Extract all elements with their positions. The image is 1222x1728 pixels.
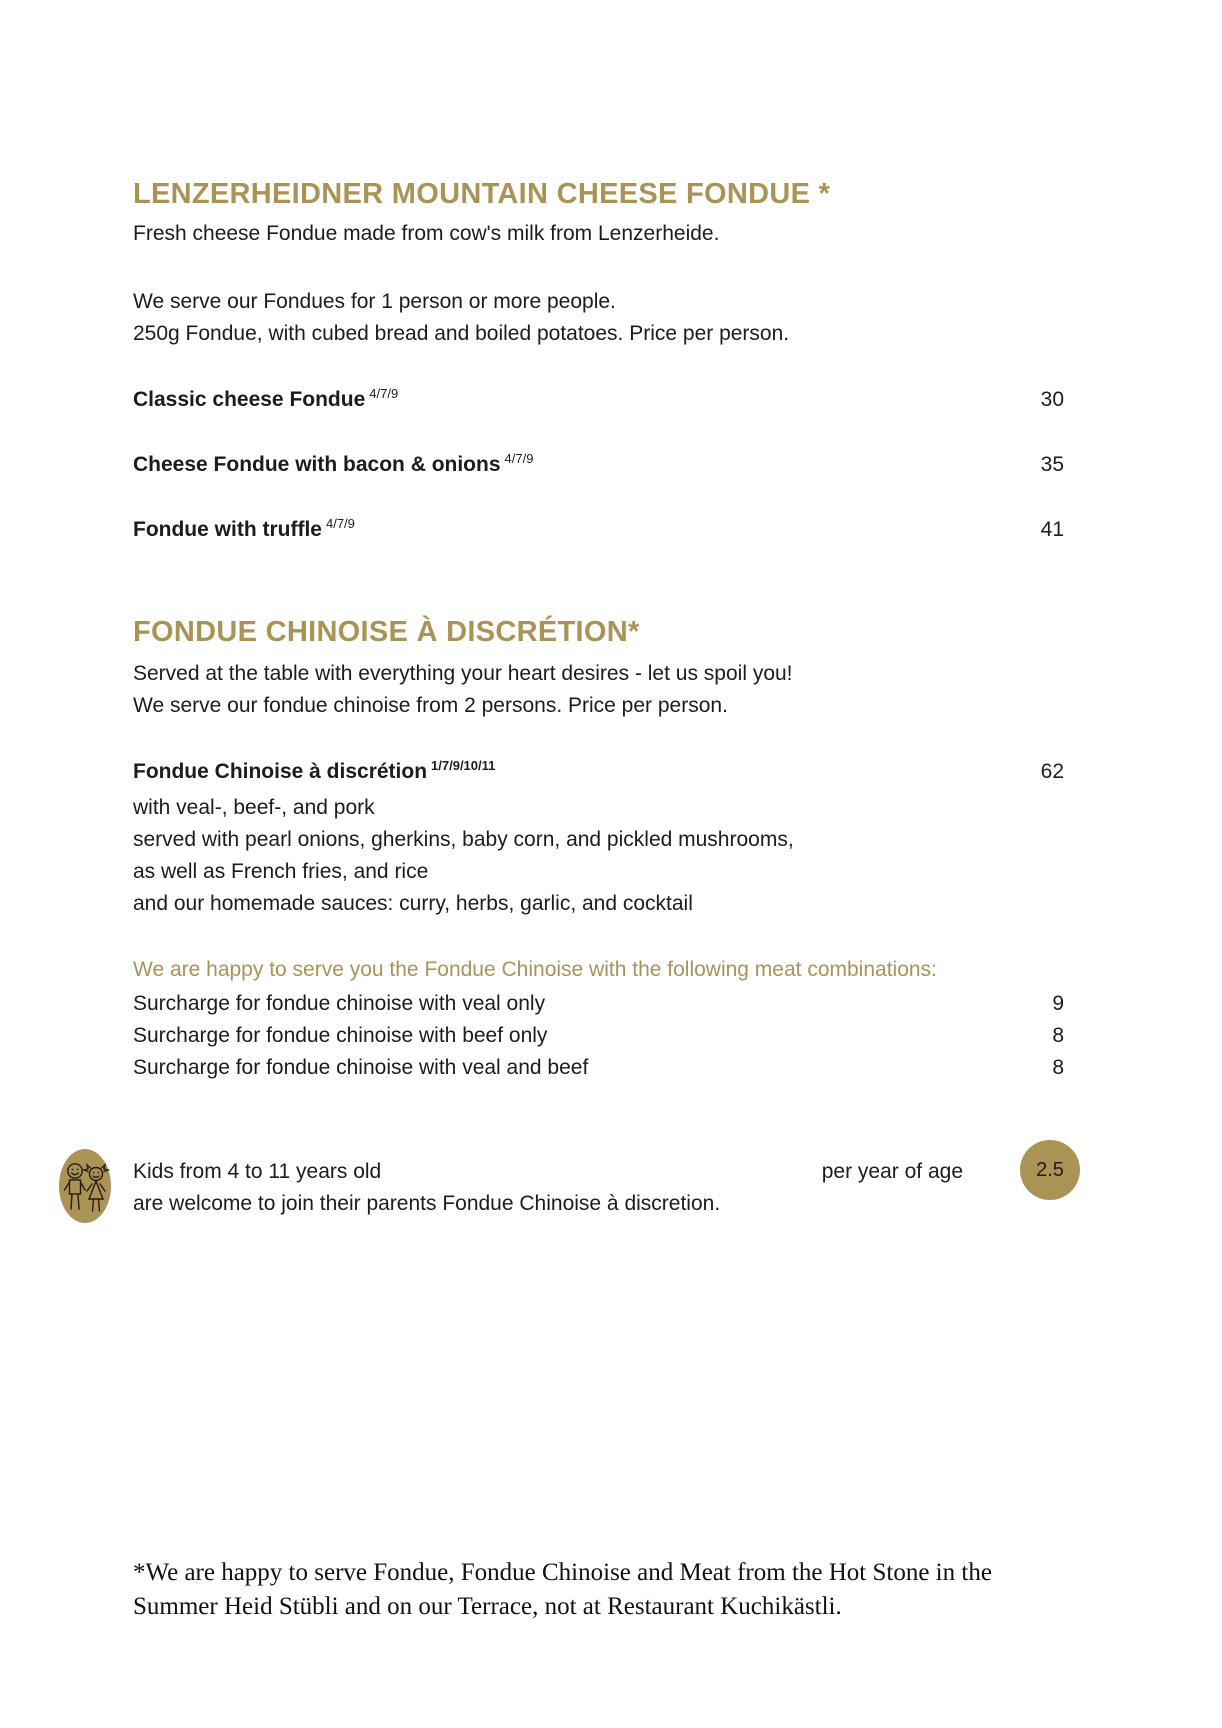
item-price: 41: [1040, 518, 1064, 541]
item-price: 35: [1040, 453, 1064, 476]
intro-line: Served at the table with everything your heart desires - let us spoil you!: [133, 662, 793, 685]
surcharge-label: Surcharge for fondue chinoise with veal and beef: [133, 1056, 589, 1079]
meat-combinations-note: We are happy to serve you the Fondue Chinoise with the following meat combinations:: [133, 958, 937, 981]
chinoise-section-title: FONDUE CHINOISE À DISCRÉTION*: [133, 616, 640, 648]
item-name: Cheese Fondue with bacon & onions $^{4/7/9}$: [133, 451, 534, 476]
kids-price: 2.5: [1036, 1158, 1064, 1181]
allergen-numbers: 4/7/9: [325, 516, 355, 531]
menu-item-truffle-fondue: [133, 518, 1064, 542]
description-line: as well as French fries, and rice: [133, 860, 429, 883]
menu-item-classic-cheese-fondue: [133, 388, 1064, 412]
kids-icon: [59, 1149, 111, 1223]
allergen-numbers: 4/7/9: [369, 386, 399, 401]
footnote-line: *We are happy to serve Fondue, Fondue Chinoise and Meat from the Hot Stone in the: [133, 1559, 992, 1586]
surcharge-label: Surcharge for fondue chinoise with beef only: [133, 1024, 548, 1047]
menu-item-fondue-chinoise: [133, 760, 1064, 784]
surcharge-row-beef: [133, 1024, 1064, 1048]
chinoise-description: [133, 792, 794, 920]
description-line: served with pearl onions, gherkins, baby corn, and pickled mushrooms,: [133, 828, 794, 851]
item-name: Fondue with truffle $^{4/7/9}$: [133, 516, 355, 541]
footnote-line: Summer Heid Stübli and on our Terrace, not at Restaurant Kuchikästli.: [133, 1593, 842, 1620]
item-price: 62: [1040, 760, 1064, 783]
surcharge-row-veal: [133, 992, 1064, 1016]
description-line: and our homemade sauces: curry, herbs, garlic, and cocktail: [133, 892, 693, 915]
item-price: 30: [1040, 388, 1064, 411]
cheese-fondue-section-title: LENZERHEIDNER MOUNTAIN CHEESE FONDUE *: [133, 178, 831, 210]
kids-offer-unit: per year of age: [821, 1160, 963, 1183]
surcharge-price: 8: [1052, 1024, 1064, 1047]
kids-price-badge: [1020, 1140, 1080, 1200]
menu-item-bacon-onion-fondue: [133, 453, 1064, 477]
item-name: Fondue Chinoise à discrétion $^{1/7/9/10/11}$: [133, 758, 496, 783]
intro-line: We serve our Fondues for 1 person or more people.: [133, 290, 616, 313]
allergen-numbers: 4/7/9: [504, 451, 534, 466]
kids-offer-line2: are welcome to join their parents Fondue Chinoise à discretion.: [133, 1192, 721, 1215]
surcharge-price: 9: [1052, 992, 1064, 1015]
kids-offer-line1: Kids from 4 to 11 years old: [133, 1160, 382, 1183]
intro-line: 250g Fondue, with cubed bread and boiled potatoes. Price per person.: [133, 322, 790, 345]
cheese-fondue-intro: [133, 286, 789, 350]
chinoise-intro: [133, 658, 793, 722]
description-line: with veal-, beef-, and pork: [133, 796, 375, 819]
cheese-fondue-subtitle: Fresh cheese Fondue made from cow's milk from Lenzerheide.: [133, 222, 720, 245]
surcharge-label: Surcharge for fondue chinoise with veal only: [133, 992, 546, 1015]
item-name: Classic cheese Fondue $^{4/7/9}$: [133, 386, 399, 411]
surcharge-price: 8: [1052, 1056, 1064, 1079]
surcharge-row-veal-and-beef: [133, 1056, 1064, 1080]
intro-line: We serve our fondue chinoise from 2 persons. Price per person.: [133, 694, 728, 717]
allergen-numbers: 1/7/9/10/11: [431, 758, 496, 773]
footnote: [133, 1556, 992, 1624]
